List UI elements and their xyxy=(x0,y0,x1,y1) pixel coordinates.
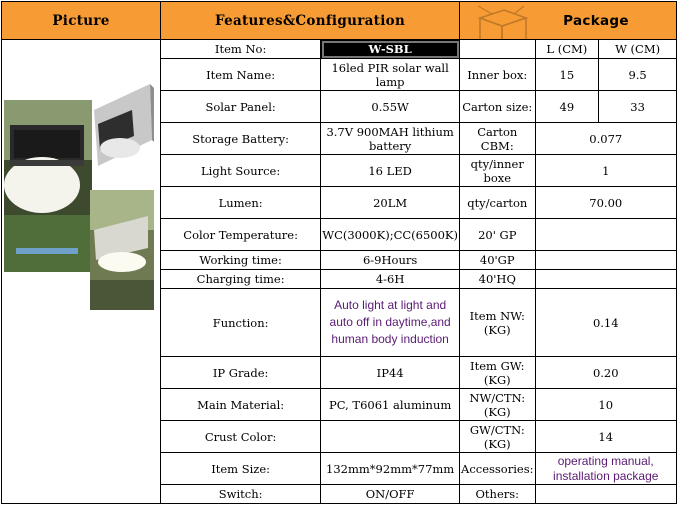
color-temp-value: WC(3000K);CC(6500K) xyxy=(321,219,460,251)
color-temp-label: Color Temperature: xyxy=(161,219,321,251)
features-header: Features&Configuration xyxy=(161,2,460,40)
gp40-value xyxy=(535,251,677,270)
inner-box-label: Inner box: xyxy=(460,59,535,91)
nw-ctn-label: NW/CTN:(KG) xyxy=(460,389,535,421)
lumen-label: Lumen: xyxy=(161,187,321,219)
battery-label: Storage Battery: xyxy=(161,123,321,155)
gp40-label: 40'GP xyxy=(460,251,535,270)
carton-size-label: Carton size: xyxy=(460,91,535,123)
working-time-label: Working time: xyxy=(161,251,321,270)
lumen-value: 20LM xyxy=(321,187,460,219)
carton-box-icon xyxy=(474,4,530,40)
gp20-value xyxy=(535,219,677,251)
gw-ctn-value: 14 xyxy=(535,421,677,453)
working-time-value: 6-9Hours xyxy=(321,251,460,270)
material-value: PC, T6061 aluminum xyxy=(321,389,460,421)
product-photo-wall xyxy=(4,100,92,272)
item-nw-value: 0.14 xyxy=(535,289,677,357)
product-photo-night xyxy=(90,190,154,310)
function-label: Function: xyxy=(161,289,321,357)
light-source-value: 16 LED xyxy=(321,155,460,187)
carton-size-w: 33 xyxy=(599,91,677,123)
hq40-value xyxy=(535,270,677,289)
switch-label: Switch: xyxy=(161,485,321,504)
carton-cbm-value: 0.077 xyxy=(535,123,677,155)
charging-time-label: Charging time: xyxy=(161,270,321,289)
hq40-label: 40'HQ xyxy=(460,270,535,289)
qty-carton-label: qty/carton xyxy=(460,187,535,219)
charging-time-value: 4-6H xyxy=(321,270,460,289)
others-value xyxy=(535,485,677,504)
picture-header: Picture xyxy=(2,2,161,40)
ip-grade-label: IP Grade: xyxy=(161,357,321,389)
crust-color-value xyxy=(321,421,460,453)
item-size-value: 132mm*92mm*77mm xyxy=(321,453,460,485)
item-size-label: Item Size: xyxy=(161,453,321,485)
spec-sheet xyxy=(1,1,677,504)
inner-box-w: 9.5 xyxy=(599,59,677,91)
item-name-label: Item Name: xyxy=(161,59,321,91)
item-no-label: Item No: xyxy=(161,40,321,59)
solar-panel-value: 0.55W xyxy=(321,91,460,123)
battery-value: 3.7V 900MAH lithium battery xyxy=(321,123,460,155)
product-photo-closeup xyxy=(94,84,154,166)
function-value: Auto light at light and auto off in daytime,and human body induction xyxy=(321,289,460,357)
package-header-label: Package xyxy=(563,12,629,29)
item-gw-label: Item GW:(KG) xyxy=(460,357,535,389)
gp20-label: 20' GP xyxy=(460,219,535,251)
carton-cbm-label: Carton CBM: xyxy=(460,123,535,155)
product-photo-cell xyxy=(2,40,161,504)
item-no-value: W-SBL xyxy=(321,40,460,59)
package-header xyxy=(460,2,677,40)
ip-grade-value: IP44 xyxy=(321,357,460,389)
switch-value: ON/OFF xyxy=(321,485,460,504)
package-spacer xyxy=(460,40,535,59)
nw-ctn-value: 10 xyxy=(535,389,677,421)
accessories-value: operating manual, installation package xyxy=(535,453,677,485)
light-source-label: Light Source: xyxy=(161,155,321,187)
package-col-l: L (CM) xyxy=(535,40,599,59)
item-gw-value: 0.20 xyxy=(535,357,677,389)
qty-carton-value: 70.00 xyxy=(535,187,677,219)
carton-size-l: 49 xyxy=(535,91,599,123)
inner-box-l: 15 xyxy=(535,59,599,91)
qty-inner-value: 1 xyxy=(535,155,677,187)
solar-panel-label: Solar Panel: xyxy=(161,91,321,123)
qty-inner-label: qty/inner boxe xyxy=(460,155,535,187)
product-photos xyxy=(2,40,160,500)
crust-color-label: Crust Color: xyxy=(161,421,321,453)
gw-ctn-label: GW/CTN:(KG) xyxy=(460,421,535,453)
material-label: Main Material: xyxy=(161,389,321,421)
package-col-w: W (CM) xyxy=(599,40,677,59)
others-label: Others: xyxy=(460,485,535,504)
accessories-label: Accessories: xyxy=(460,453,535,485)
item-nw-label: Item NW:(KG) xyxy=(460,289,535,357)
item-name-value: 16led PIR solar wall lamp xyxy=(321,59,460,91)
